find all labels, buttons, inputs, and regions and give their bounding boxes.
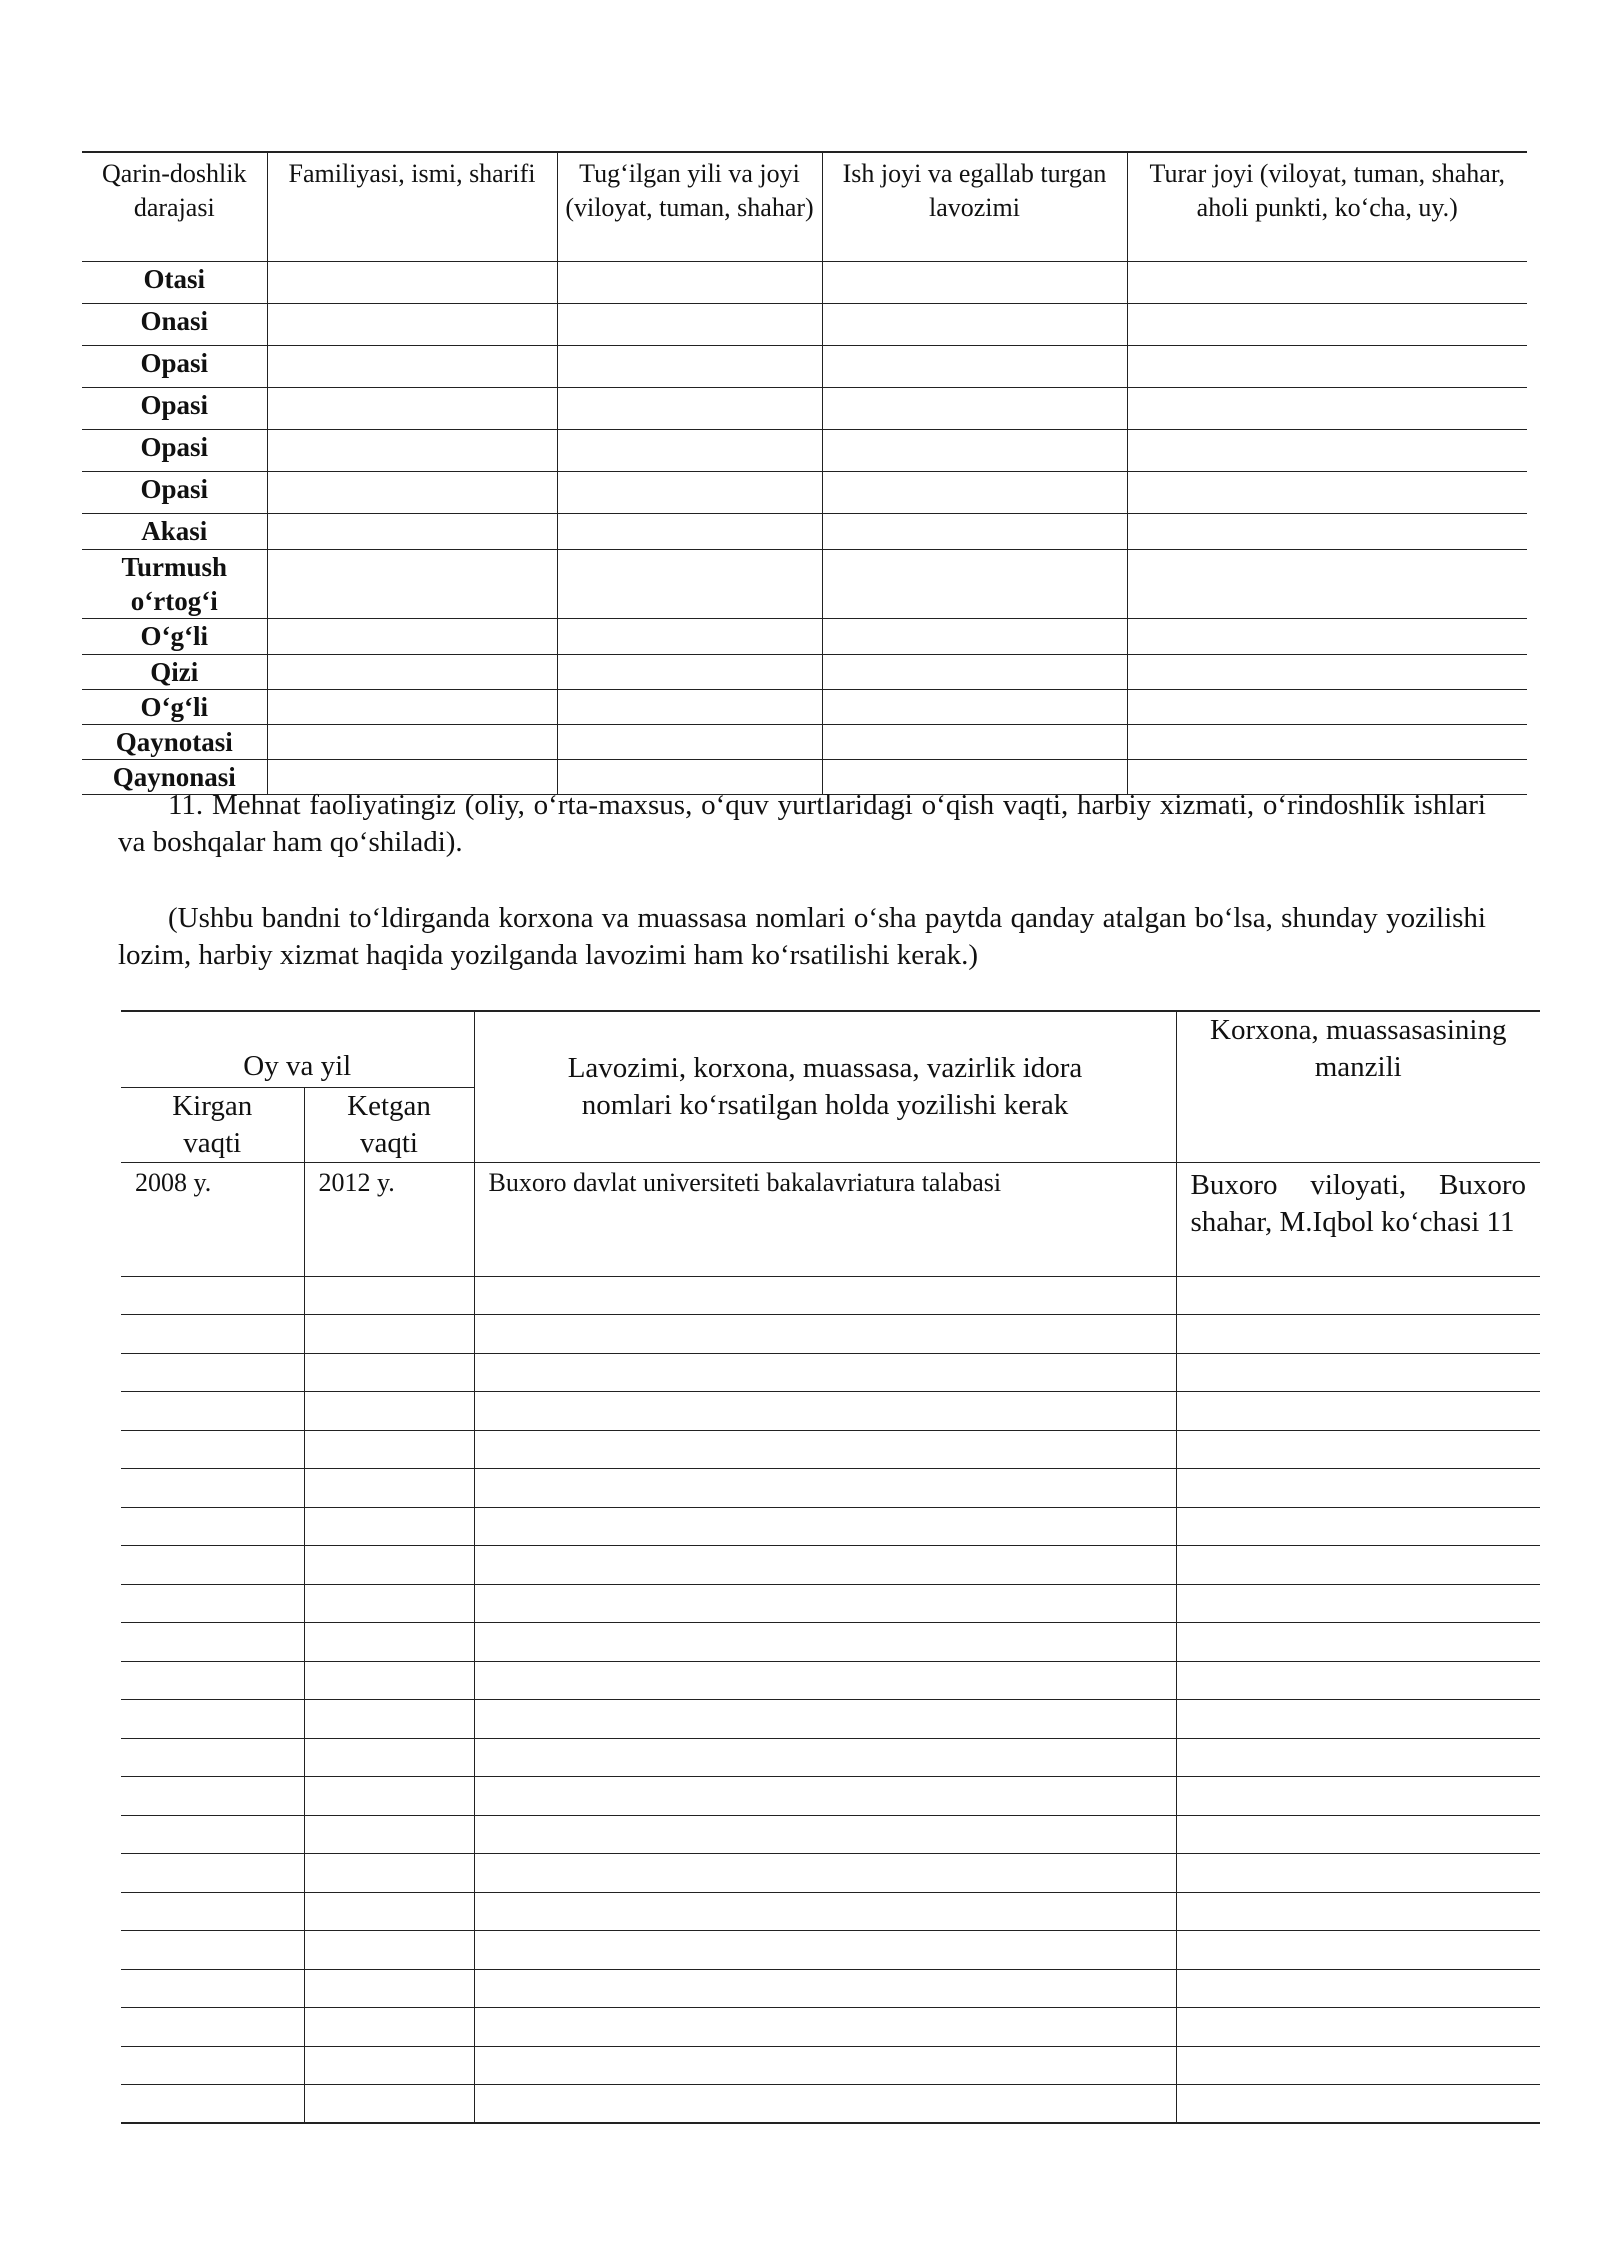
birth-cell[interactable] xyxy=(557,346,822,388)
relation-label: Akasi xyxy=(82,514,267,550)
start-date-cell[interactable] xyxy=(121,1392,304,1431)
residence-cell[interactable] xyxy=(1127,690,1527,725)
table-row xyxy=(82,304,1527,346)
workplace-cell[interactable] xyxy=(822,690,1127,725)
position-cell[interactable] xyxy=(474,1353,1176,1392)
position-cell[interactable] xyxy=(474,1392,1176,1431)
start-date-cell[interactable] xyxy=(121,1469,304,1508)
position-cell[interactable] xyxy=(474,2046,1176,2085)
position-cell[interactable] xyxy=(474,1623,1176,1662)
start-date-cell[interactable] xyxy=(121,2046,304,2085)
table-row xyxy=(121,1815,1540,1854)
end-date-cell[interactable] xyxy=(304,1315,474,1354)
table-row xyxy=(121,1969,1540,2008)
table-row xyxy=(82,655,1527,690)
birth-cell[interactable] xyxy=(557,430,822,472)
residence-cell[interactable] xyxy=(1127,514,1527,550)
start-date-cell[interactable] xyxy=(121,1969,304,2008)
position-cell[interactable] xyxy=(474,1892,1176,1931)
full-name-cell[interactable] xyxy=(267,550,557,619)
position-cell[interactable] xyxy=(474,1469,1176,1508)
workplace-cell[interactable] xyxy=(822,304,1127,346)
address-cell[interactable] xyxy=(1176,1315,1540,1354)
relation-label: Opasi xyxy=(82,430,267,472)
end-date-cell[interactable] xyxy=(304,1892,474,1931)
residence-cell[interactable] xyxy=(1127,304,1527,346)
end-date-cell[interactable] xyxy=(304,1353,474,1392)
table-row xyxy=(121,1430,1540,1469)
address-cell[interactable] xyxy=(1176,1815,1540,1854)
header-start-date: Kirgan vaqti xyxy=(121,1087,304,1162)
table-row xyxy=(82,262,1527,304)
table-row xyxy=(121,1584,1540,1623)
birth-cell[interactable] xyxy=(557,514,822,550)
relation-label: O‘g‘li xyxy=(82,690,267,725)
start-date-cell[interactable] xyxy=(121,1623,304,1662)
address-cell[interactable] xyxy=(1176,1584,1540,1623)
end-date-cell[interactable] xyxy=(304,2085,474,2124)
address-cell[interactable] xyxy=(1176,1276,1540,1315)
birth-cell[interactable] xyxy=(557,472,822,514)
full-name-cell[interactable] xyxy=(267,655,557,690)
start-date-cell[interactable] xyxy=(121,1700,304,1739)
end-date-cell[interactable] xyxy=(304,1931,474,1970)
residence-cell[interactable] xyxy=(1127,388,1527,430)
birth-cell[interactable] xyxy=(557,690,822,725)
address-cell[interactable] xyxy=(1176,1353,1540,1392)
full-name-cell[interactable] xyxy=(267,346,557,388)
table-row xyxy=(121,1315,1540,1354)
relation-label: Qaynonasi xyxy=(82,760,267,795)
start-date-cell[interactable] xyxy=(121,1315,304,1354)
birth-cell[interactable] xyxy=(557,262,822,304)
end-date-cell[interactable] xyxy=(304,1430,474,1469)
position-cell: Buxoro davlat universiteti bakalavriatura talabasi xyxy=(474,1162,1176,1276)
table-row xyxy=(121,1892,1540,1931)
position-cell[interactable] xyxy=(474,1777,1176,1816)
table-row xyxy=(121,1162,1540,1276)
position-cell[interactable] xyxy=(474,1661,1176,1700)
header-residence: Turar joyi (viloyat, tuman, shahar, aholi punkti, ko‘cha, uy.) xyxy=(1127,152,1527,262)
table-row xyxy=(82,346,1527,388)
relation-label: Onasi xyxy=(82,304,267,346)
work-header-row xyxy=(121,1011,1540,1087)
end-date-cell[interactable] xyxy=(304,1469,474,1508)
relation-label: Turmush o‘rtog‘i xyxy=(82,550,267,619)
position-cell[interactable] xyxy=(474,1276,1176,1315)
address-cell[interactable] xyxy=(1176,1469,1540,1508)
table-row xyxy=(121,1661,1540,1700)
position-cell[interactable] xyxy=(474,1815,1176,1854)
table-row xyxy=(121,1392,1540,1431)
table-row xyxy=(82,690,1527,725)
full-name-cell[interactable] xyxy=(267,388,557,430)
table-row xyxy=(121,1353,1540,1392)
table-row xyxy=(121,1469,1540,1508)
section-11-title: 11. Mehnat faoliyatingiz (oliy, o‘rta-maxsus, o‘quv yurtlaridagi o‘qish vaqti, harbiy xizmati, o‘rindoshlik ishlari va boshqalar ham qo‘shiladi). xyxy=(118,789,1486,858)
header-end-date: Ketgan vaqti xyxy=(304,1087,474,1162)
full-name-cell[interactable] xyxy=(267,690,557,725)
relation-label: Opasi xyxy=(82,346,267,388)
residence-cell[interactable] xyxy=(1127,655,1527,690)
position-cell[interactable] xyxy=(474,1546,1176,1585)
relatives-header-row xyxy=(82,152,1527,262)
address-cell: Buxoro viloyati, Buxoro shahar, M.Iqbol ko‘chasi 11 xyxy=(1176,1162,1540,1276)
end-date-cell[interactable] xyxy=(304,1507,474,1546)
birth-cell[interactable] xyxy=(557,388,822,430)
table-row xyxy=(121,2008,1540,2047)
position-cell[interactable] xyxy=(474,1931,1176,1970)
work-history-table xyxy=(121,1010,1540,2124)
position-cell[interactable] xyxy=(474,1584,1176,1623)
workplace-cell[interactable] xyxy=(822,262,1127,304)
address-cell[interactable] xyxy=(1176,1931,1540,1970)
address-cell[interactable] xyxy=(1176,1392,1540,1431)
address-cell[interactable] xyxy=(1176,2046,1540,2085)
relatives-table xyxy=(82,151,1527,795)
position-cell[interactable] xyxy=(474,1315,1176,1354)
position-cell[interactable] xyxy=(474,2085,1176,2124)
full-name-cell[interactable] xyxy=(267,262,557,304)
relation-label: Opasi xyxy=(82,472,267,514)
header-org-address: Korxona, muassasasining manzili xyxy=(1176,1011,1540,1162)
position-cell[interactable] xyxy=(474,1430,1176,1469)
start-date-cell[interactable] xyxy=(121,1777,304,1816)
birth-cell[interactable] xyxy=(557,655,822,690)
table-row xyxy=(121,1854,1540,1893)
start-date-cell[interactable] xyxy=(121,1353,304,1392)
table-row xyxy=(82,550,1527,619)
birth-cell[interactable] xyxy=(557,725,822,760)
relation-label: O‘g‘li xyxy=(82,619,267,655)
end-date-cell[interactable] xyxy=(304,1623,474,1662)
address-cell[interactable] xyxy=(1176,2085,1540,2124)
relation-label: Opasi xyxy=(82,388,267,430)
table-row xyxy=(82,725,1527,760)
birth-cell[interactable] xyxy=(557,304,822,346)
birth-cell[interactable] xyxy=(557,550,822,619)
table-row xyxy=(121,1276,1540,1315)
full-name-cell[interactable] xyxy=(267,619,557,655)
table-row xyxy=(121,1738,1540,1777)
table-row xyxy=(121,1700,1540,1739)
workplace-cell[interactable] xyxy=(822,388,1127,430)
workplace-cell[interactable] xyxy=(822,346,1127,388)
start-date-cell[interactable] xyxy=(121,1276,304,1315)
residence-cell[interactable] xyxy=(1127,262,1527,304)
start-date-cell[interactable] xyxy=(121,1738,304,1777)
position-cell[interactable] xyxy=(474,1507,1176,1546)
header-birth-year-place: Tug‘ilgan yili va joyi (viloyat, tuman, shahar) xyxy=(557,152,822,262)
residence-cell[interactable] xyxy=(1127,619,1527,655)
start-date-cell[interactable] xyxy=(121,1854,304,1893)
header-month-year: Oy va yil xyxy=(121,1011,474,1087)
start-date-cell[interactable] xyxy=(121,1931,304,1970)
full-name-cell[interactable] xyxy=(267,304,557,346)
end-date-cell[interactable] xyxy=(304,1738,474,1777)
table-row xyxy=(82,619,1527,655)
end-date-cell[interactable] xyxy=(304,1276,474,1315)
end-date-cell[interactable] xyxy=(304,1584,474,1623)
header-workplace-position: Ish joyi va egallab turgan lavozimi xyxy=(822,152,1127,262)
full-name-cell[interactable] xyxy=(267,472,557,514)
address-cell[interactable] xyxy=(1176,1546,1540,1585)
address-cell[interactable] xyxy=(1176,2008,1540,2047)
workplace-cell[interactable] xyxy=(822,430,1127,472)
table-row xyxy=(82,388,1527,430)
workplace-cell[interactable] xyxy=(822,550,1127,619)
start-date-cell[interactable] xyxy=(121,2085,304,2124)
full-name-cell[interactable] xyxy=(267,514,557,550)
end-date-cell[interactable] xyxy=(304,2008,474,2047)
start-date-cell[interactable] xyxy=(121,2008,304,2047)
start-date-cell: 2008 y. xyxy=(121,1162,304,1276)
start-date-cell[interactable] xyxy=(121,1661,304,1700)
address-cell[interactable] xyxy=(1176,1854,1540,1893)
end-date-cell[interactable] xyxy=(304,1392,474,1431)
table-row xyxy=(121,1507,1540,1546)
end-date-cell: 2012 y. xyxy=(304,1162,474,1276)
start-date-cell[interactable] xyxy=(121,1584,304,1623)
end-date-cell[interactable] xyxy=(304,1546,474,1585)
workplace-cell[interactable] xyxy=(822,472,1127,514)
position-cell[interactable] xyxy=(474,1738,1176,1777)
address-cell[interactable] xyxy=(1176,1969,1540,2008)
position-cell[interactable] xyxy=(474,1854,1176,1893)
table-row xyxy=(82,472,1527,514)
residence-cell[interactable] xyxy=(1127,430,1527,472)
relation-label: Otasi xyxy=(82,262,267,304)
workplace-cell[interactable] xyxy=(822,655,1127,690)
table-row xyxy=(121,1546,1540,1585)
section-11-note: (Ushbu bandni to‘ldirganda korxona va muassasa nomlari o‘sha paytda qanday atalgan bo‘lsa, shunday yozilishi lozim, harbiy xizmat haqida yozilganda lavozimi ham ko‘rsatilishi kerak.) xyxy=(118,902,1486,971)
position-cell[interactable] xyxy=(474,1969,1176,2008)
header-position-org: Lavozimi, korxona, muassasa, vazirlik idora nomlari ko‘rsatilgan holda yozilishi kerak xyxy=(474,1011,1176,1162)
full-name-cell[interactable] xyxy=(267,430,557,472)
residence-cell[interactable] xyxy=(1127,346,1527,388)
relation-label: Qizi xyxy=(82,655,267,690)
table-row xyxy=(82,430,1527,472)
workplace-cell[interactable] xyxy=(822,514,1127,550)
address-cell[interactable] xyxy=(1176,1700,1540,1739)
start-date-cell[interactable] xyxy=(121,1815,304,1854)
end-date-cell[interactable] xyxy=(304,1777,474,1816)
address-cell[interactable] xyxy=(1176,1430,1540,1469)
table-row xyxy=(121,2085,1540,2124)
position-cell[interactable] xyxy=(474,1700,1176,1739)
end-date-cell[interactable] xyxy=(304,1700,474,1739)
end-date-cell[interactable] xyxy=(304,2046,474,2085)
residence-cell[interactable] xyxy=(1127,550,1527,619)
address-cell[interactable] xyxy=(1176,1738,1540,1777)
header-relation-degree: Qarin-doshlik darajasi xyxy=(82,152,267,262)
table-row xyxy=(121,1931,1540,1970)
address-cell[interactable] xyxy=(1176,1623,1540,1662)
residence-cell[interactable] xyxy=(1127,472,1527,514)
address-cell[interactable] xyxy=(1176,1892,1540,1931)
full-name-cell[interactable] xyxy=(267,725,557,760)
end-date-cell[interactable] xyxy=(304,1969,474,2008)
header-full-name: Familiyasi, ismi, sharifi xyxy=(267,152,557,262)
start-date-cell[interactable] xyxy=(121,1430,304,1469)
workplace-cell[interactable] xyxy=(822,725,1127,760)
address-cell[interactable] xyxy=(1176,1777,1540,1816)
residence-cell[interactable] xyxy=(1127,725,1527,760)
start-date-cell[interactable] xyxy=(121,1507,304,1546)
end-date-cell[interactable] xyxy=(304,1661,474,1700)
position-cell[interactable] xyxy=(474,2008,1176,2047)
end-date-cell[interactable] xyxy=(304,1815,474,1854)
start-date-cell[interactable] xyxy=(121,1546,304,1585)
relation-label: Qaynotasi xyxy=(82,725,267,760)
workplace-cell[interactable] xyxy=(822,619,1127,655)
table-row xyxy=(121,1777,1540,1816)
address-cell[interactable] xyxy=(1176,1507,1540,1546)
table-row xyxy=(121,2046,1540,2085)
table-row xyxy=(121,1623,1540,1662)
address-cell[interactable] xyxy=(1176,1661,1540,1700)
birth-cell[interactable] xyxy=(557,619,822,655)
end-date-cell[interactable] xyxy=(304,1854,474,1893)
start-date-cell[interactable] xyxy=(121,1892,304,1931)
table-row xyxy=(82,514,1527,550)
